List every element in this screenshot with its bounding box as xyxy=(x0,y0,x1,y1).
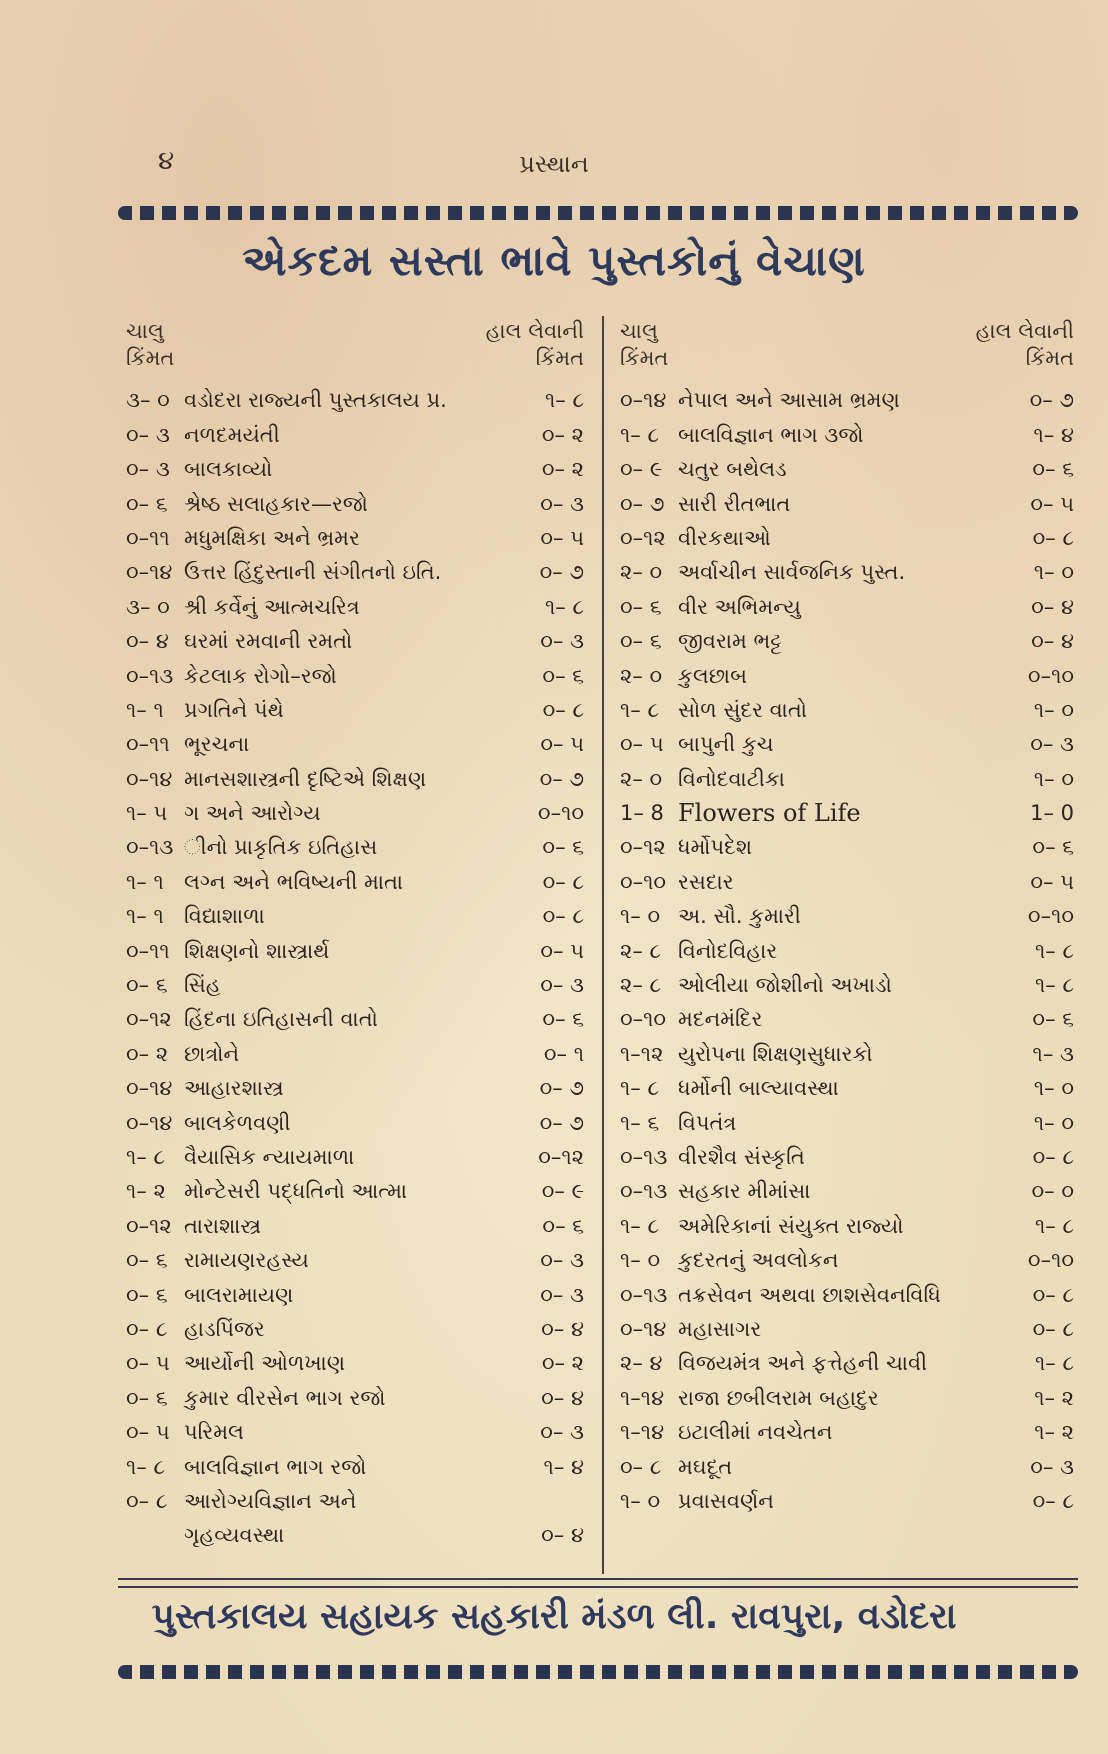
current-price: ૧– ૮ xyxy=(620,422,660,447)
book-entry xyxy=(612,1039,1078,1070)
book-title: લગ્ન અને ભવિષ્યની માતા xyxy=(184,869,404,894)
current-price: ૦–૧૪ xyxy=(126,1076,173,1101)
sale-price: ૦– ૮ xyxy=(1032,1282,1074,1307)
sale-price: ૧– ૮ xyxy=(544,388,584,413)
sale-price: ૦– ૮ xyxy=(542,697,584,722)
book-entry xyxy=(612,1176,1078,1207)
book-entry xyxy=(612,832,1078,863)
book-entry xyxy=(612,729,1078,760)
current-price: ૦– ૭ xyxy=(620,491,665,516)
book-entry xyxy=(118,1039,588,1070)
sale-price: ૦– ૫ xyxy=(540,938,584,963)
sale-price: ૧– ૦ xyxy=(1033,1110,1074,1135)
book-entry xyxy=(118,1417,588,1448)
book-title: વડોદરા રાજ્યની પુસ્તકાલય પ્ર. xyxy=(184,388,447,413)
current-price: ૨– ૦ xyxy=(620,766,663,791)
book-title: વિનોદવાટીકા xyxy=(678,766,785,791)
current-price: ૦–૧૪ xyxy=(126,766,173,791)
book-entry xyxy=(612,1383,1078,1414)
sale-price: ૧– ૮ xyxy=(544,594,584,619)
book-title: સહકાર મીમાંસા xyxy=(678,1179,811,1204)
book-entry xyxy=(118,1004,588,1035)
bottom-ornament-rule xyxy=(118,1665,1078,1679)
current-price: ૧– ૮ xyxy=(126,1454,166,1479)
book-entry xyxy=(612,592,1078,623)
sale-price: ૦–૧૦ xyxy=(1027,1248,1074,1273)
sale-price-heading-line1: હાલ લેવાની xyxy=(485,319,584,343)
book-title: કુદરતનું અવલોકન xyxy=(678,1248,839,1273)
current-price: ૧–૧૨ xyxy=(620,1041,664,1066)
book-title: Flowers of Life xyxy=(678,799,861,828)
current-price: ૦–૧૧ xyxy=(126,732,170,757)
current-price: ૦–૧૪ xyxy=(620,1316,667,1341)
book-title: તક્રસેવન અથવા છાશસેવનવિધિ xyxy=(678,1282,941,1307)
current-price: ૦–૧૦ xyxy=(620,869,667,894)
sale-price: ૦–૧૨ xyxy=(538,1144,584,1169)
book-title: અમેરિકાનાં સંયુક્ત રાજ્યો xyxy=(678,1213,904,1238)
current-price: ૧– ૨ xyxy=(126,1179,166,1204)
current-price: ૦–૧૨ xyxy=(126,1007,172,1032)
book-title: ગૃહવ્યવસ્થા xyxy=(184,1523,285,1548)
current-price: ૧–૧૪ xyxy=(620,1420,665,1445)
book-entry xyxy=(118,729,588,760)
book-entry xyxy=(118,901,588,932)
book-title: ઓલીયા જોશીનો અખાડો xyxy=(678,973,892,998)
current-price: ૦– ૫ xyxy=(126,1351,170,1376)
sale-price: ૧– ૨ xyxy=(1034,1385,1074,1410)
current-price: ૧– ૦ xyxy=(620,904,661,929)
book-entry xyxy=(118,764,588,795)
current-price: ૦– ૯ xyxy=(620,457,663,482)
current-price: ૦– ૬ xyxy=(126,1248,168,1273)
current-price: ૦–૧૨ xyxy=(620,835,666,860)
book-entry xyxy=(612,1245,1078,1276)
sale-price: ૦– ૭ xyxy=(539,1076,584,1101)
current-price: ૦–૧૩ xyxy=(620,1282,668,1307)
sale-price-heading-line2: કિંમત xyxy=(1025,346,1074,370)
book-title: વિદ્યાશાળા xyxy=(184,904,265,929)
book-title: વીરશૈવ સંસ્કૃતિ xyxy=(678,1144,805,1169)
book-entry xyxy=(612,385,1078,416)
sale-price: ૦– ૨ xyxy=(541,457,584,482)
sale-price: ૦– ૮ xyxy=(1032,525,1074,550)
current-price: ૦–૧૧ xyxy=(126,938,170,963)
sale-price: ૦–૧૦ xyxy=(1027,904,1074,929)
sale-price: ૦– ૪ xyxy=(541,1385,584,1410)
book-title: છાત્રોને xyxy=(184,1041,240,1066)
book-title: શિક્ષણનો શાસ્ત્રાર્થ xyxy=(184,938,330,963)
current-price: ૧– ૧ xyxy=(126,697,164,722)
sale-price: ૧– ૪ xyxy=(1033,422,1074,447)
current-price: ૧– ૮ xyxy=(620,697,660,722)
book-title: ધર્મોની બાલ્યાવસ્થા xyxy=(678,1076,839,1101)
sale-price: ૦– ૩ xyxy=(1030,1454,1074,1479)
book-title: કુમાર વીરસેન ભાગ રજો xyxy=(184,1385,386,1410)
book-title: શ્રી કર્વેનું આત્મચરિત્ર xyxy=(184,594,360,619)
current-price: ૦– ૨ xyxy=(126,1041,169,1066)
current-price: ૦–૧૩ xyxy=(620,1179,668,1204)
current-price: ૦–૧૩ xyxy=(126,835,174,860)
book-entry xyxy=(612,970,1078,1001)
sale-price: ૦–૧૦ xyxy=(1027,663,1074,688)
sale-price: ૧– ૨ xyxy=(1034,1420,1074,1445)
sale-price: ૦– ૮ xyxy=(542,904,584,929)
sale-price: ૦– ૭ xyxy=(1029,388,1074,413)
current-price: ૦– ૮ xyxy=(126,1316,168,1341)
book-entry xyxy=(612,901,1078,932)
book-entry xyxy=(612,1486,1078,1517)
book-entry xyxy=(118,1108,588,1139)
book-entry xyxy=(612,420,1078,451)
right-column-header xyxy=(612,312,1078,382)
book-entry xyxy=(118,1280,588,1311)
current-price: ૦–૧૪ xyxy=(126,1110,173,1135)
current-price: ૦–૧૪ xyxy=(620,388,667,413)
book-title: નળદમયંતી xyxy=(184,422,280,447)
book-entry xyxy=(118,798,588,829)
current-price: ૧– ૦ xyxy=(620,1248,661,1273)
sale-price: ૦– ૬ xyxy=(542,1007,584,1032)
book-title: બાલકાવ્યો xyxy=(184,457,273,482)
sale-price: ૦– ૯ xyxy=(541,1179,584,1204)
current-price: ૧– ૫ xyxy=(126,801,168,826)
book-title: ધર્મોપદેશ xyxy=(678,835,753,860)
sale-price: ૧– ૮ xyxy=(1034,1351,1074,1376)
book-title: ઉત્તર હિંદુસ્તાની સંગીતનો ઇતિ. xyxy=(184,560,442,585)
book-entry xyxy=(612,1417,1078,1448)
sale-price-heading xyxy=(976,318,1074,372)
book-title: મઘદૂત xyxy=(678,1454,733,1479)
book-title: જીવરામ ભટ્ટ xyxy=(678,629,782,654)
book-title: ગ અને આરોગ્ય xyxy=(184,801,321,826)
current-price-heading-line1: ચાલુ xyxy=(126,319,164,343)
sale-price: ૦– ૪ xyxy=(541,1523,584,1548)
book-title: આરોગ્યવિજ્ઞાન અને xyxy=(184,1488,357,1513)
current-price: ૦– ૬ xyxy=(126,973,168,998)
book-entry xyxy=(118,489,588,520)
sale-price-heading-line2: કિંમત xyxy=(535,346,584,370)
right-book-list xyxy=(612,385,1078,1517)
current-price-heading xyxy=(620,318,668,372)
left-column-header xyxy=(118,312,588,382)
current-price: ૨– ૦ xyxy=(620,663,663,688)
top-ornament-rule xyxy=(118,206,1078,220)
current-price-heading-line2: કિંમત xyxy=(620,346,669,370)
current-price: ૦– ૮ xyxy=(620,1454,662,1479)
book-entry xyxy=(612,798,1078,829)
sale-price: ૦– ૬ xyxy=(1032,835,1074,860)
sale-price: ૦– ૮ xyxy=(1032,1316,1074,1341)
current-price: ૦–૧૪ xyxy=(126,560,173,585)
current-price: ૩– ૦ xyxy=(126,388,170,413)
book-title: શ્રેષ્ઠ સલાહકાર—રજો xyxy=(184,491,368,516)
book-entry xyxy=(118,832,588,863)
book-entry xyxy=(118,420,588,451)
sale-price: ૦– ૬ xyxy=(542,1213,584,1238)
current-price: ૧– ૧ xyxy=(126,904,164,929)
current-price: ૦–૧૨ xyxy=(620,525,666,550)
running-head: પ્રસ્થાન xyxy=(519,150,589,178)
book-entry xyxy=(118,867,588,898)
book-entry xyxy=(118,523,588,554)
book-entry xyxy=(118,661,588,692)
book-title: રાજા છબીલરામ બહાદુર xyxy=(678,1385,879,1410)
sale-price: ૦– ૭ xyxy=(539,766,584,791)
book-title: રસદાર xyxy=(678,869,734,894)
sale-price: ૧– ૩ xyxy=(1032,1041,1074,1066)
book-title: સોળ સુંદર વાતો xyxy=(678,697,807,722)
book-title: નેપાલ અને આસામ ભ્રમણ xyxy=(678,388,900,413)
book-title: હિંદના ઇતિહાસની વાતો xyxy=(184,1007,378,1032)
sale-price: ૧– ૦ xyxy=(1033,1076,1074,1101)
book-title: મધુમક્ષિકા અને ભ્રમર xyxy=(184,525,360,550)
sale-price: ૦– ૮ xyxy=(542,869,584,894)
book-title: વૈયાસિક ન્યાયમાળા xyxy=(184,1144,355,1169)
book-title: કુલછાબ xyxy=(678,663,747,688)
book-entry xyxy=(118,557,588,588)
book-entry xyxy=(612,454,1078,485)
book-title: પ્રવાસવર્ણન xyxy=(678,1488,774,1513)
book-title: રામાયણરહસ્ય xyxy=(184,1248,309,1273)
book-title: ઇટાલીમાં નવચેતન xyxy=(678,1420,833,1445)
sale-price: ૦– ૩ xyxy=(1030,732,1074,757)
sale-price: ૦– ૭ xyxy=(539,1110,584,1135)
sale-price: ૧– ૮ xyxy=(1034,973,1074,998)
current-price: ૦–૧૨ xyxy=(126,1213,172,1238)
book-title: માનસશાસ્ત્રની દૃષ્ટિએ શિક્ષણ xyxy=(184,766,427,791)
book-entry xyxy=(612,661,1078,692)
sale-price: ૦– ૪ xyxy=(1031,594,1074,619)
current-price-heading-line1: ચાલુ xyxy=(620,319,658,343)
current-price: ૦– ૩ xyxy=(126,422,170,447)
current-price: ૧– ૮ xyxy=(126,1144,166,1169)
footer-double-rule xyxy=(118,1578,1078,1588)
current-price: 1– 8 xyxy=(620,801,664,826)
sale-price: 1– 0 xyxy=(1030,801,1074,826)
sale-price: ૦– ૩ xyxy=(540,1248,584,1273)
current-price: ૨– ૦ xyxy=(620,560,663,585)
book-title: અર્વાચીન સાર્વજનિક પુસ્ત. xyxy=(678,560,906,585)
book-entry xyxy=(118,1452,588,1483)
current-price: ૧– ૦ xyxy=(620,1488,661,1513)
sale-price: ૦– ૩ xyxy=(540,973,584,998)
book-entry xyxy=(118,1348,588,1379)
current-price: ૨– ૪ xyxy=(620,1351,663,1376)
book-title: પરિમલ xyxy=(184,1420,244,1445)
current-price: ૦– ૫ xyxy=(126,1420,170,1445)
current-price: ૦– ૫ xyxy=(620,732,664,757)
book-entry xyxy=(612,867,1078,898)
book-title: વિપતંત્ર xyxy=(678,1110,737,1135)
sale-price-heading xyxy=(486,318,584,372)
sale-price: ૦– ૧ xyxy=(543,1041,584,1066)
left-book-list xyxy=(118,385,588,1551)
book-entry xyxy=(612,1073,1078,1104)
book-entry xyxy=(612,1348,1078,1379)
book-entry xyxy=(612,626,1078,657)
current-price: ૧–૧૪ xyxy=(620,1385,665,1410)
book-title: કેટલાક રોગો–રજો xyxy=(184,663,337,688)
sale-price: ૦– ૫ xyxy=(1030,491,1074,516)
book-entry xyxy=(118,1383,588,1414)
sale-price: ૦– ૩ xyxy=(540,1420,584,1445)
book-title: મદનમંદિર xyxy=(678,1007,763,1032)
book-entry xyxy=(118,1486,588,1517)
publisher-footer: પુસ્તકાલય સહાયક સહકારી મંડળ લી. રાવપુરા, વડોદરા xyxy=(151,1596,957,1637)
book-entry xyxy=(118,385,588,416)
sale-price: ૦– ૦ xyxy=(1031,1179,1074,1204)
book-entry xyxy=(612,1108,1078,1139)
book-title: ભૂરચના xyxy=(184,732,250,757)
book-title: વીરકથાઓ xyxy=(678,525,771,550)
book-entry xyxy=(612,764,1078,795)
current-price-heading xyxy=(126,318,174,372)
book-entry xyxy=(118,1314,588,1345)
book-entry xyxy=(612,1211,1078,1242)
sale-price: ૧– ૮ xyxy=(1034,1213,1074,1238)
book-entry xyxy=(118,592,588,623)
book-title: બાલવિજ્ઞાન ભાગ ૩જો xyxy=(678,422,864,447)
book-entry xyxy=(118,626,588,657)
sale-price: ૧– ૮ xyxy=(1034,938,1074,963)
book-entry xyxy=(612,1314,1078,1345)
book-title: બાલવિજ્ઞાન ભાગ રજો xyxy=(184,1454,367,1479)
book-title: વીર અભિમન્યુ xyxy=(678,594,801,619)
book-title: બાલરામાયણ xyxy=(184,1282,294,1307)
current-price: ૨– ૮ xyxy=(620,938,662,963)
book-entry xyxy=(612,936,1078,967)
current-price: ૦– ૬ xyxy=(620,594,662,619)
book-entry xyxy=(118,1211,588,1242)
book-entry xyxy=(118,1520,588,1551)
sale-price: ૧– ૪ xyxy=(543,1454,584,1479)
book-title: ચતુર બથેલડ xyxy=(678,457,787,482)
book-entry xyxy=(612,523,1078,554)
book-title: સારી રીતભાત xyxy=(678,491,791,516)
book-entry xyxy=(118,936,588,967)
book-title: વિજયમંત્ર અને ફત્તેહની ચાવી xyxy=(678,1351,928,1376)
book-entry xyxy=(118,1176,588,1207)
current-price: ૦– ૬ xyxy=(126,491,168,516)
book-title: મહાસાગર xyxy=(678,1316,762,1341)
sale-price-heading-line1: હાલ લેવાની xyxy=(975,319,1074,343)
book-entry xyxy=(612,695,1078,726)
sale-price: ૧– ૦ xyxy=(1033,697,1074,722)
current-price: ૦– ૬ xyxy=(126,1282,168,1307)
sale-price: ૦– ૮ xyxy=(1032,1144,1074,1169)
sale-price: ૦– ૨ xyxy=(541,422,584,447)
current-price: ૦– ૩ xyxy=(126,457,170,482)
book-title: વિનોદવિહાર xyxy=(678,938,778,963)
sale-price: ૦– ૭ xyxy=(539,560,584,585)
book-entry xyxy=(118,695,588,726)
sale-price: ૦– ૬ xyxy=(1032,1007,1074,1032)
sale-price: ૦– ૮ xyxy=(1032,1488,1074,1513)
book-title: મોન્ટેસરી પદ્ધતિનો આત્મા xyxy=(184,1179,408,1204)
book-entry xyxy=(612,1142,1078,1173)
book-entry xyxy=(118,970,588,1001)
book-title: આર્યોની ઓળખાણ xyxy=(184,1351,346,1376)
book-entry xyxy=(118,1245,588,1276)
current-price: ૧– ૮ xyxy=(620,1213,660,1238)
current-price: ૦– ૬ xyxy=(126,1385,168,1410)
book-entry xyxy=(118,1142,588,1173)
current-price: ૦– ૬ xyxy=(620,629,662,654)
book-entry xyxy=(612,489,1078,520)
sale-price: ૦– ૫ xyxy=(540,732,584,757)
sale-price: ૦– ૩ xyxy=(540,1282,584,1307)
book-title: પ્રગતિને પંથે xyxy=(184,697,284,722)
page-header xyxy=(0,146,1108,186)
sale-price: ૦– ૫ xyxy=(540,525,584,550)
current-price: ૧– ૮ xyxy=(620,1076,660,1101)
book-title: યુરોપના શિક્ષણસુધારકો xyxy=(678,1041,873,1066)
current-price: ૩– ૦ xyxy=(126,594,170,619)
page-number: ૪ xyxy=(158,146,175,176)
current-price: ૦–૧૧ xyxy=(126,525,170,550)
column-divider xyxy=(602,316,604,1574)
sale-price: ૦– ૬ xyxy=(542,835,584,860)
sale-price: ૦– ૬ xyxy=(1032,457,1074,482)
current-price: ૦– ૪ xyxy=(126,629,169,654)
book-title: અ. સૌ. કુમારી xyxy=(678,904,801,929)
sale-price: ૦– ૪ xyxy=(1031,629,1074,654)
sale-price: ૦– ૨ xyxy=(541,1351,584,1376)
book-title: હાડપિંજર xyxy=(184,1316,265,1341)
sale-price: ૦– ૩ xyxy=(540,491,584,516)
current-price: ૨– ૮ xyxy=(620,973,662,998)
sale-price: ૧– ૦ xyxy=(1033,560,1074,585)
sale-price: ૦– ૪ xyxy=(541,1316,584,1341)
current-price: ૦–૧૩ xyxy=(620,1144,668,1169)
current-price: ૧– ૬ xyxy=(620,1110,660,1135)
book-entry xyxy=(612,1004,1078,1035)
book-title: ઘરમાં રમવાની રમતો xyxy=(184,629,353,654)
page-title: એકદમ સસ્તા ભાવે પુસ્તકોનું વેચાણ xyxy=(242,236,866,285)
sale-price: ૦–૧૦ xyxy=(537,801,584,826)
book-title: બાપુની કુચ xyxy=(678,732,774,757)
book-title: સિંહ xyxy=(184,973,221,998)
book-entry xyxy=(612,1280,1078,1311)
current-price: ૦– ૮ xyxy=(126,1488,168,1513)
book-title: આહારશાસ્ત્ર xyxy=(184,1076,284,1101)
current-price: ૧– ૧ xyxy=(126,869,164,894)
left-column xyxy=(118,312,588,1551)
current-price-heading-line2: કિંમત xyxy=(126,346,175,370)
book-title: ીનો પ્રાકૃતિક ઇતિહાસ xyxy=(184,835,378,860)
book-entry xyxy=(612,557,1078,588)
sale-price: ૦– ૬ xyxy=(542,663,584,688)
book-entry xyxy=(612,1452,1078,1483)
book-title: તારાશાસ્ત્ર xyxy=(184,1213,262,1238)
book-entry xyxy=(118,454,588,485)
sale-price: ૦– ૩ xyxy=(540,629,584,654)
current-price: ૦–૧૩ xyxy=(126,663,174,688)
current-price: ૦–૧૦ xyxy=(620,1007,667,1032)
right-column xyxy=(612,312,1078,1517)
sale-price: ૦– ૫ xyxy=(1030,869,1074,894)
book-title: બાલકેળવણી xyxy=(184,1110,291,1135)
sale-price: ૧– ૦ xyxy=(1033,766,1074,791)
book-entry xyxy=(118,1073,588,1104)
